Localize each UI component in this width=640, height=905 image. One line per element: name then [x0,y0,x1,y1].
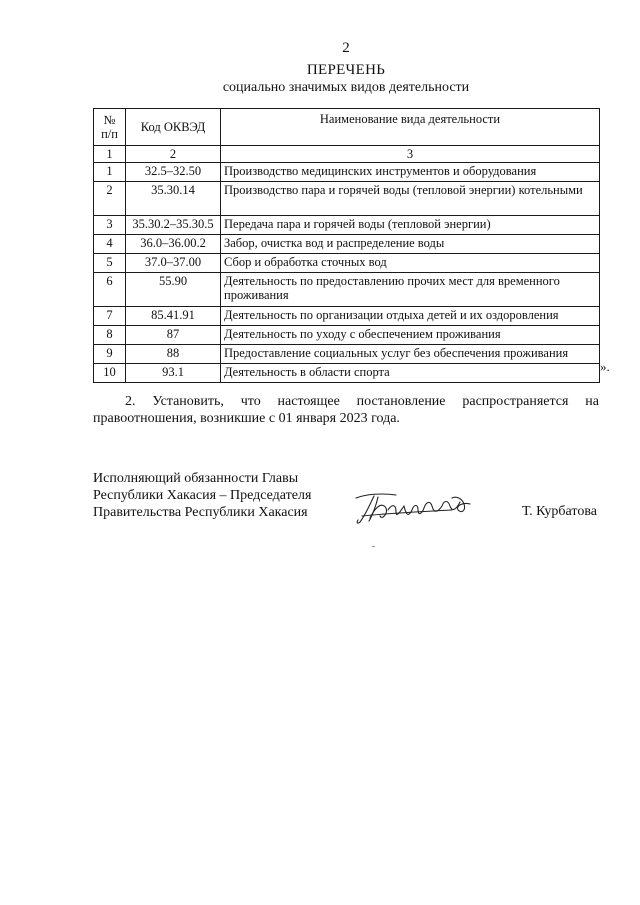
row-code: 55.90 [126,273,221,307]
table-row [94,216,600,235]
table-row [94,235,600,254]
row-code: 93.1 [126,364,221,383]
row-num: 3 [94,216,126,235]
activities-table [93,108,600,383]
row-code: 88 [126,345,221,364]
column-index-3: 3 [221,146,600,163]
row-num: 10 [94,364,126,383]
signer-title-line: Правительства Республики Хакасия [93,505,308,520]
table-row [94,182,600,216]
table-row [94,345,600,364]
table-row [94,163,600,182]
row-name: Деятельность по организации отдыха детей и их оздоровления [221,307,600,326]
row-name: Забор, очистка вод и распределение воды [221,235,600,254]
table-row [94,254,600,273]
signer-title [93,470,353,521]
row-num: 4 [94,235,126,254]
row-name: Предоставление социальных услуг без обеспечения проживания [221,345,600,364]
row-code: 35.30.14 [126,182,221,216]
row-code: 35.30.2–35.30.5 [126,216,221,235]
row-num: 5 [94,254,126,273]
row-code: 87 [126,326,221,345]
row-code: 37.0–37.00 [126,254,221,273]
header-code: Код ОКВЭД [126,109,221,146]
table-row [94,273,600,307]
row-num: 9 [94,345,126,364]
row-num: 1 [94,163,126,182]
row-code: 85.41.91 [126,307,221,326]
row-name: Производство пара и горячей воды (тепловой энергии) котельными [221,182,600,216]
row-num: 6 [94,273,126,307]
row-name: Деятельность по уходу с обеспечением проживания [221,326,600,345]
document-title: ПЕРЕЧЕНЬ [306,62,386,78]
resolution-paragraph: 2. Установить, что настоящее постановление распространяется на правоотношения, возникшие с 01 января 2023 года. [93,394,599,426]
table-row [94,326,600,345]
column-index-1: 1 [94,146,126,163]
table-header-row [94,109,600,146]
closing-quote: ». [600,359,610,374]
row-name: Сбор и обработка сточных вод [221,254,600,273]
page-number: 2 [342,40,350,56]
row-num: 7 [94,307,126,326]
column-index-2: 2 [126,146,221,163]
handwritten-signature [352,488,477,528]
row-num: 8 [94,326,126,345]
header-num: № п/п [94,109,126,146]
table-row [94,307,600,326]
header-name: Наименование вида деятельности [221,109,600,146]
column-index-row [94,146,600,163]
row-code: 32.5–32.50 [126,163,221,182]
signer-title-line: Исполняющий обязанности Главы [93,471,299,486]
document-subtitle: социально значимых видов деятельности [222,80,470,95]
row-name: Деятельность по предоставлению прочих мест для временного проживания [221,273,600,307]
row-name: Деятельность в области спорта [221,364,600,383]
row-name: Производство медицинских инструментов и оборудования [221,163,600,182]
row-code: 36.0–36.00.2 [126,235,221,254]
signer-name: Т. Курбатова [522,504,597,519]
signer-title-line: Республики Хакасия – Председателя [93,488,312,503]
table-row [94,364,600,383]
scan-speck [372,546,375,547]
row-name: Передача пара и горячей воды (тепловой энергии) [221,216,600,235]
row-num: 2 [94,182,126,216]
